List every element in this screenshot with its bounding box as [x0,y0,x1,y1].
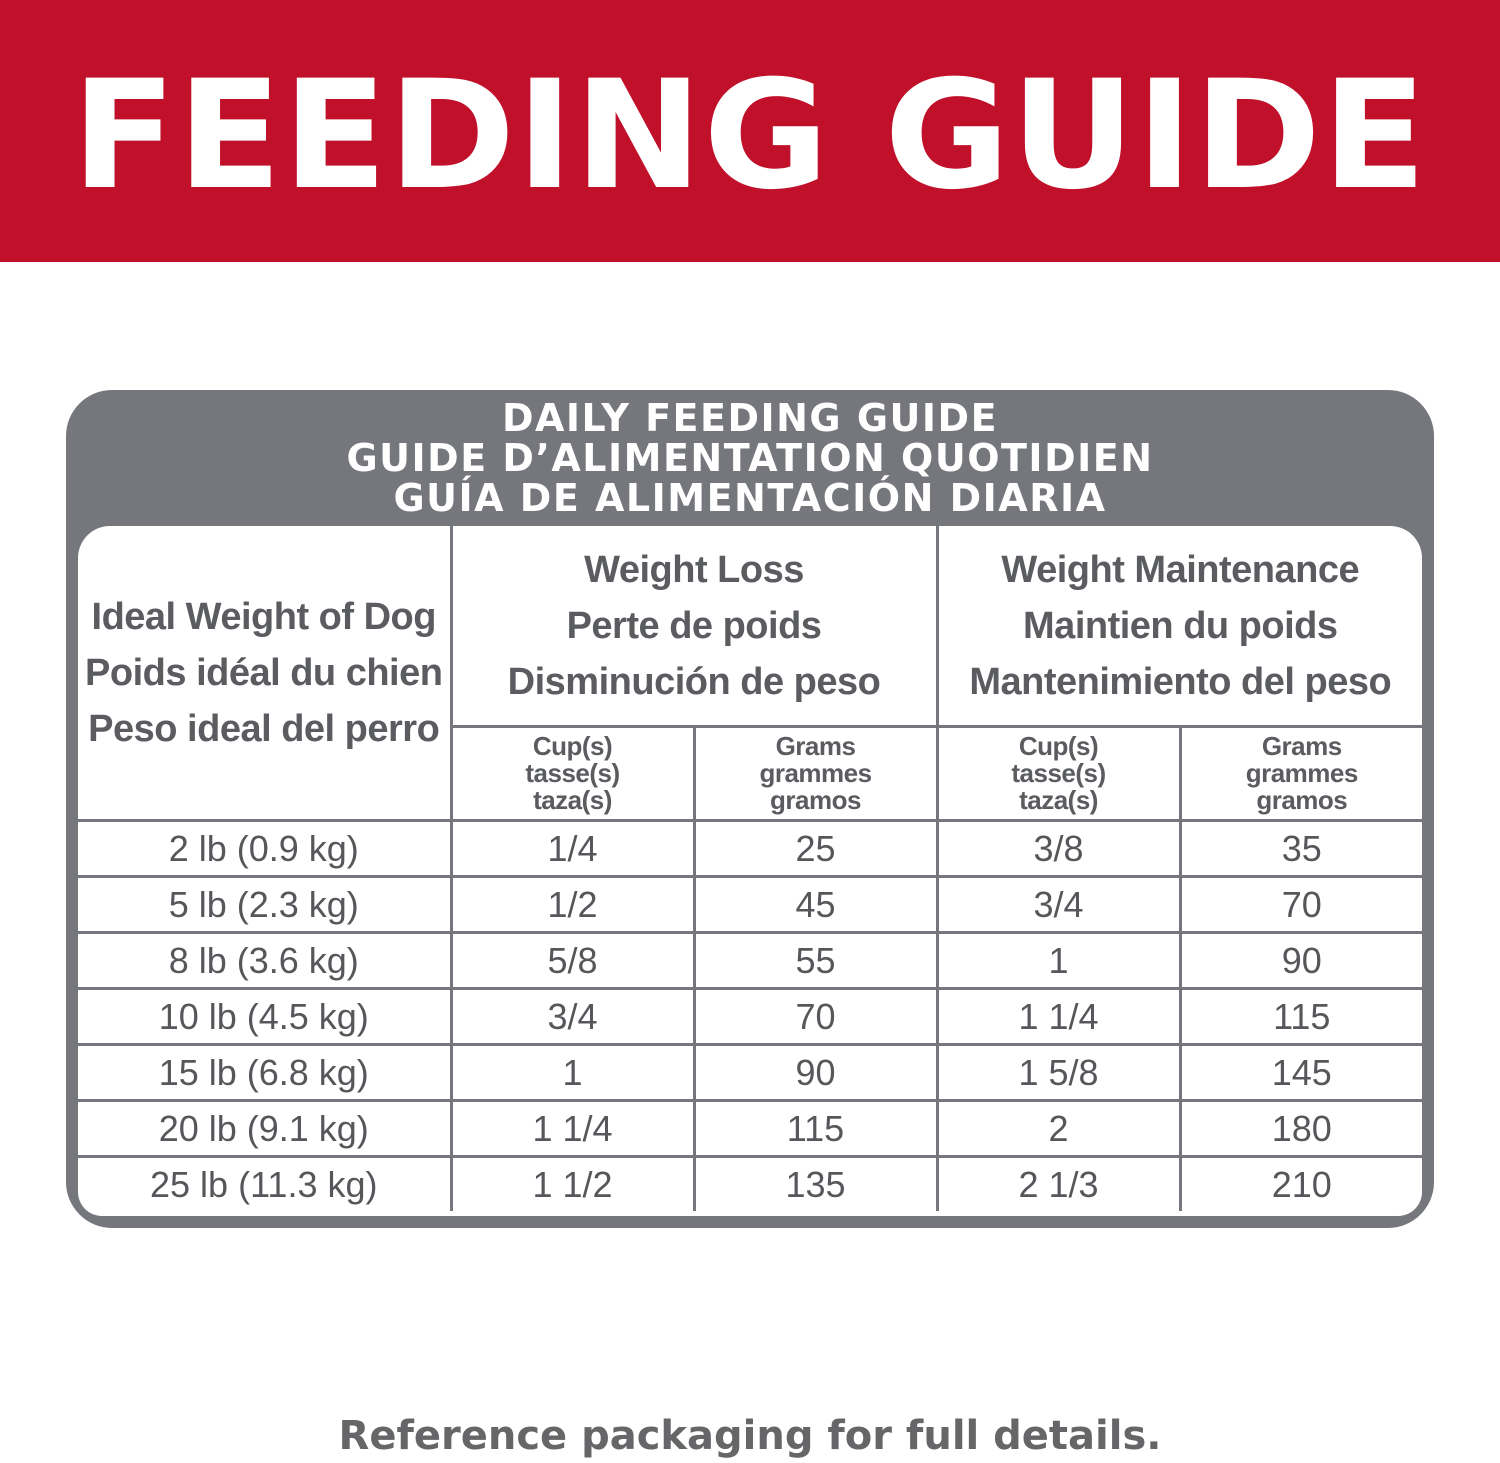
panel-title-en: DAILY FEEDING GUIDE [501,396,999,440]
header-weight-loss [451,526,937,727]
panel-title-fr: GUIDE D’ALIMENTATION QUOTIDIEN [346,436,1154,480]
subheader-grams-en: Grams [1261,731,1342,761]
subheader-cups-en: Cup(s) [1018,731,1099,761]
cell-maint-grams: 35 [1180,821,1422,877]
cell-maint-cups: 1 [937,933,1180,989]
cell-loss-grams: 55 [694,933,937,989]
header-weight-maintenance-es: Mantenimiento del peso [969,660,1392,703]
cell-weight: 5 lb (2.3 kg) [78,877,451,933]
cell-loss-grams: 25 [694,821,937,877]
table-row [78,933,1422,989]
header-ideal-weight-en: Ideal Weight of Dog [91,595,436,638]
subheader-cups-fr: tasse(s) [525,758,620,788]
header-weight-maintenance [937,526,1422,727]
feeding-table [78,526,1422,1211]
cell-maint-cups: 1 5/8 [937,1045,1180,1101]
subheader-cups-es: taza(s) [1019,785,1098,815]
cell-loss-cups: 5/8 [451,933,694,989]
subheader-cups-es: taza(s) [533,785,612,815]
cell-loss-grams: 135 [694,1157,937,1212]
header-weight-maintenance-fr: Maintien du poids [1023,604,1338,647]
cell-weight: 8 lb (3.6 kg) [78,933,451,989]
cell-loss-grams: 70 [694,989,937,1045]
table-row [78,989,1422,1045]
header-ideal-weight [78,526,451,821]
cell-loss-cups: 1 [451,1045,694,1101]
cell-weight: 20 lb (9.1 kg) [78,1101,451,1157]
subheader-cups-en: Cup(s) [532,731,613,761]
cell-loss-cups: 1/4 [451,821,694,877]
header-ideal-weight-es: Peso ideal del perro [88,707,440,750]
cell-loss-cups: 3/4 [451,989,694,1045]
cell-loss-cups: 1/2 [451,877,694,933]
panel-title [66,398,1434,518]
cell-maint-grams: 115 [1180,989,1422,1045]
header-weight-loss-en: Weight Loss [584,548,804,591]
cell-weight: 10 lb (4.5 kg) [78,989,451,1045]
subheader-grams-en: Grams [775,731,856,761]
cell-maint-cups: 2 [937,1101,1180,1157]
subheader-grams-es: gramos [1256,785,1348,815]
subheader-maint-grams [1180,727,1422,821]
cell-weight: 15 lb (6.8 kg) [78,1045,451,1101]
cell-maint-cups: 2 1/3 [937,1157,1180,1212]
cell-maint-grams: 180 [1180,1101,1422,1157]
cell-loss-cups: 1 1/2 [451,1157,694,1212]
cell-maint-cups: 1 1/4 [937,989,1180,1045]
header-weight-maintenance-en: Weight Maintenance [1001,548,1360,591]
subheader-loss-cups [451,727,694,821]
feeding-table-card [78,526,1422,1216]
cell-loss-grams: 115 [694,1101,937,1157]
subheader-grams-fr: grammes [759,758,872,788]
cell-loss-cups: 1 1/4 [451,1101,694,1157]
table-row [78,877,1422,933]
cell-weight: 25 lb (11.3 kg) [78,1157,451,1212]
feeding-guide-panel [66,390,1434,1228]
cell-loss-grams: 45 [694,877,937,933]
cell-maint-cups: 3/8 [937,821,1180,877]
subheader-cups-fr: tasse(s) [1011,758,1106,788]
table-row [78,1045,1422,1101]
cell-maint-cups: 3/4 [937,877,1180,933]
cell-maint-grams: 70 [1180,877,1422,933]
table-row [78,1101,1422,1157]
cell-maint-grams: 210 [1180,1157,1422,1212]
header-weight-loss-fr: Perte de poids [566,604,822,647]
table-row [78,821,1422,877]
cell-loss-grams: 90 [694,1045,937,1101]
subheader-loss-grams [694,727,937,821]
banner-title: FEEDING GUIDE [72,49,1428,223]
subheader-grams-fr: grammes [1245,758,1358,788]
title-banner [0,0,1500,262]
subheader-grams-es: gramos [770,785,861,815]
subheader-maint-cups [937,727,1180,821]
cell-weight: 2 lb (0.9 kg) [78,821,451,877]
header-weight-loss-es: Disminución de peso [507,660,881,703]
footer-note: Reference packaging for full details. [338,1413,1162,1459]
table-row [78,1157,1422,1212]
header-ideal-weight-fr: Poids idéal du chien [85,651,443,694]
cell-maint-grams: 90 [1180,933,1422,989]
panel-title-es: GUÍA DE ALIMENTACIÓN DIARIA [393,476,1107,520]
cell-maint-grams: 145 [1180,1045,1422,1101]
